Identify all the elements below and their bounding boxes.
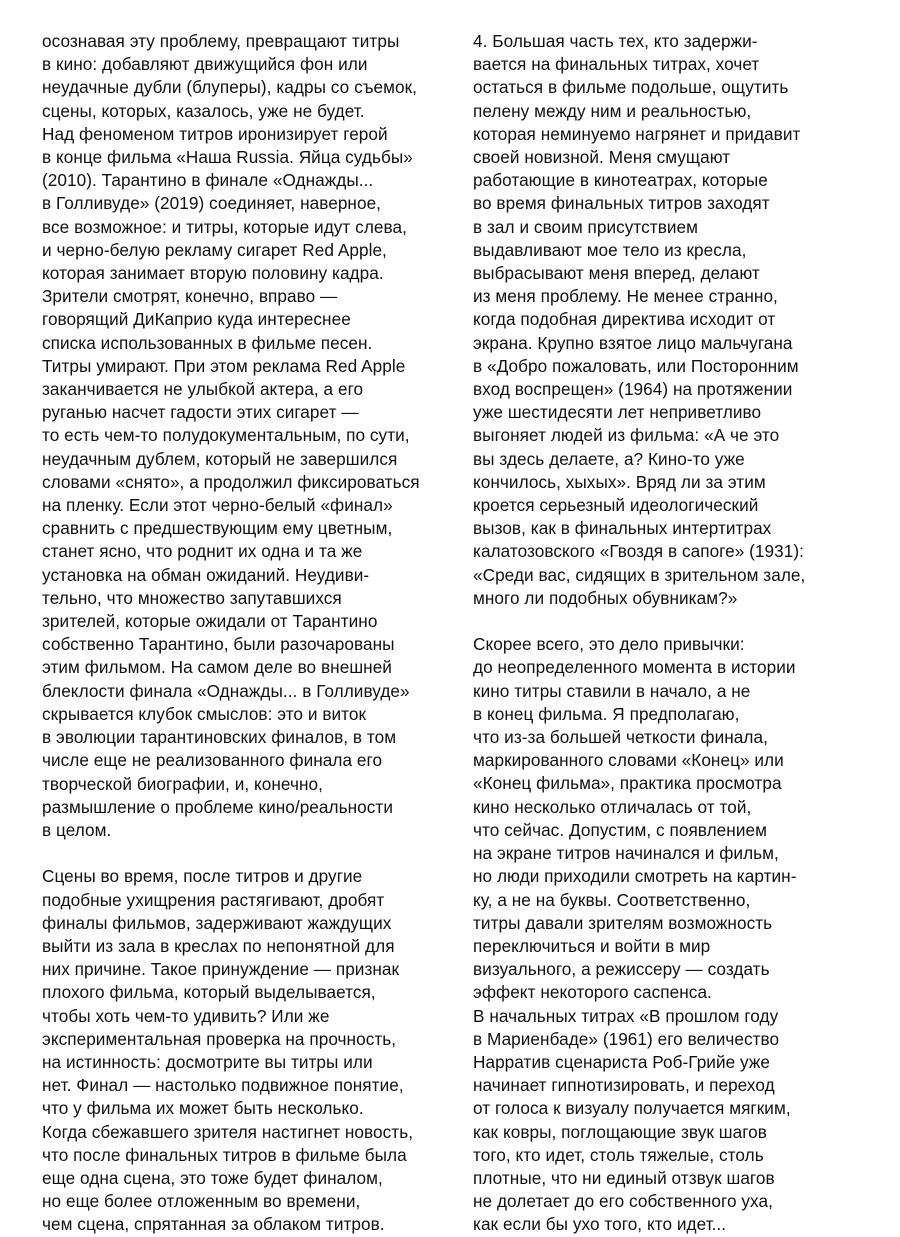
paragraph <box>473 633 900 1236</box>
text-line: в зал и своим присутствием <box>473 216 699 237</box>
text-line: выдавливают мое тело из кресла, <box>473 239 747 260</box>
text-line: В начальных титрах «В прошлом году <box>473 1005 779 1026</box>
text-line: сравнить с предшествующим ему цветным, <box>42 518 393 539</box>
text-line: нет. Финал — настолько подвижное понятие, <box>42 1075 404 1096</box>
text-line: зрителей, которые ожидали от Тарантино <box>42 611 378 632</box>
text-line: в эволюции тарантиновских финалов, в том <box>42 727 397 748</box>
text-line: словами «снято», а продолжил фиксироваться <box>42 471 420 492</box>
text-line: остаться в фильме подольше, ощутить <box>473 77 789 98</box>
text-line: эффект некоторого саспенса. <box>473 982 712 1003</box>
text-line: (2010). Тарантино в финале «Однажды... <box>42 170 374 191</box>
text-line: этим фильмом. На самом деле во внешней <box>42 657 392 678</box>
text-line: установка на обман ожиданий. Неудиви- <box>42 564 370 585</box>
paragraph <box>473 30 900 610</box>
text-line: что у фильма их может быть несколько. <box>42 1098 364 1119</box>
text-line: чтобы хоть чем-то удивить? Или же <box>42 1005 330 1026</box>
text-line: кино титры ставили в начало, а не <box>473 680 751 701</box>
text-line: все возможное: и титры, которые идут слева, <box>42 216 407 237</box>
text-line: станет ясно, что роднит их одна и та же <box>42 541 363 562</box>
text-line: вается на финальных титрах, хочет <box>473 54 760 75</box>
text-line: еще одна сцена, это тоже будет финалом, <box>42 1167 383 1188</box>
text-line: 4. Большая часть тех, кто задержи- <box>473 31 758 51</box>
text-line: пелену между ним и реальностью, <box>473 100 752 121</box>
text-line: титры давали зрителям возможность <box>473 912 773 933</box>
text-line: плотные, что ни единый отзвук шагов <box>473 1167 775 1188</box>
text-line: в Голливуде» (2019) соединяет, наверное, <box>42 193 382 214</box>
text-line: руганью насчет гадости этих сигарет — <box>42 402 359 423</box>
text-line: в конец фильма. Я предполагаю, <box>473 703 740 724</box>
text-line: на экране титров начинался и фильм, <box>473 843 779 864</box>
text-line: до неопределенного момента в истории <box>473 657 796 678</box>
text-line: то есть чем-то полудокументальным, по сути, <box>42 425 410 446</box>
text-line: что сейчас. Допустим, с появлением <box>473 819 767 840</box>
text-line: визуального, а режиссеру — создать <box>473 959 770 980</box>
text-line: ку, а не на буквы. Соответственно, <box>473 889 751 910</box>
text-line: как если бы ухо того, кто идет... <box>473 1214 727 1235</box>
text-line: скрывается клубок смыслов: это и виток <box>42 703 367 724</box>
text-line: в «Добро пожаловать, или Посторонним <box>473 355 799 376</box>
paragraph-gap <box>42 842 472 865</box>
text-line: Над феноменом титров иронизирует герой <box>42 123 388 144</box>
text-line: неудачным дублем, который не завершился <box>42 448 398 469</box>
text-line: во время финальных титров заходят <box>473 193 770 214</box>
text-line: маркированного словами «Конец» или <box>473 750 784 771</box>
text-line: выйти из зала в креслах по непонятной для <box>42 935 395 956</box>
text-line: от голоса к визуалу получается мягким, <box>473 1098 791 1119</box>
paragraph <box>42 865 472 1236</box>
text-line: уже шестидесяти лет неприветливо <box>473 402 762 423</box>
text-line: неудачные дубли (блуперы), кадры со съемок, <box>42 77 417 98</box>
text-line: творческой биографии, и, конечно, <box>42 773 323 794</box>
text-line: подобные ухищрения растягивают, дробят <box>42 889 385 910</box>
text-line: вход воспрещен» (1964) на протяжении <box>473 379 793 400</box>
text-line: финалы фильмов, задерживают жаждущих <box>42 912 392 933</box>
text-line: что после финальных титров в фильме была <box>42 1144 407 1165</box>
text-line: переключиться и войти в мир <box>473 935 711 956</box>
text-line: списка использованных в фильме песен. <box>42 332 373 353</box>
text-line: того, кто идет, столь тяжелые, столь <box>473 1144 764 1165</box>
text-line: кроется серьезный идеологический <box>473 495 759 516</box>
text-line: из меня проблему. Не менее странно, <box>473 286 778 307</box>
text-line: плохого фильма, который выделывается, <box>42 982 376 1003</box>
text-line: вызов, как в финальных интертитрах <box>473 518 772 539</box>
text-line: своей новизной. Меня смущают <box>473 147 731 168</box>
paragraph <box>42 30 472 842</box>
text-line: «Среди вас, сидящих в зрительном зале, <box>473 564 806 585</box>
text-line: Нарратив сценариста Роб-Грийе уже <box>473 1051 771 1072</box>
text-line: на истинность: досмотрите вы титры или <box>42 1051 373 1072</box>
text-line: них причине. Такое принуждение — признак <box>42 959 400 980</box>
text-line: в кино: добавляют движущийся фон или <box>42 54 368 75</box>
text-line: размышление о проблеме кино/реальности <box>42 796 393 817</box>
text-line: как ковры, поглощающие звук шагов <box>473 1121 767 1142</box>
text-line: чем сцена, спрятанная за облаком титров. <box>42 1214 385 1235</box>
text-line: Когда сбежавшего зрителя настигнет новость, <box>42 1121 414 1142</box>
text-line: кончилось, хыхых». Вряд ли за этим <box>473 471 766 492</box>
text-line: не долетает до его собственного уха, <box>473 1191 773 1212</box>
text-line: работающие в кинотеатрах, которые <box>473 170 768 191</box>
text-line: что из-за большей четкости финала, <box>473 727 768 748</box>
text-line: выбрасывают меня вперед, делают <box>473 263 760 284</box>
text-line: в Мариенбаде» (1961) его величество <box>473 1028 780 1049</box>
text-line: в конце фильма «Наша Russia. Яйца судьбы» <box>42 147 413 168</box>
text-line: в целом. <box>42 819 112 840</box>
text-line: которая занимает вторую половину кадра. <box>42 263 384 284</box>
left-column <box>42 30 472 1237</box>
text-line: но люди приходили смотреть на картин- <box>473 866 797 887</box>
text-line: начинает гипнотизировать, и переход <box>473 1075 775 1096</box>
text-line: но еще более отложенным во времени, <box>42 1191 361 1212</box>
text-line: калатозовского «Гвоздя в сапоге» (1931): <box>473 541 804 562</box>
text-line: сцены, которых, казалось, уже не будет. <box>42 100 365 121</box>
text-line: на пленку. Если этот черно-белый «финал» <box>42 495 393 516</box>
text-line: экспериментальная проверка на прочность, <box>42 1028 397 1049</box>
text-line: тельно, что множество запутавшихся <box>42 587 342 608</box>
text-line: Титры умирают. При этом реклама Red Apple <box>42 355 406 376</box>
text-line: осознавая эту проблему, превращают титры <box>42 31 400 51</box>
text-line: собственно Тарантино, были разочарованы <box>42 634 395 655</box>
text-line: экрана. Крупно взятое лицо мальчугана <box>473 332 793 353</box>
text-line: Зрители смотрят, конечно, вправо — <box>42 286 338 307</box>
text-line: Сцены во время, после титров и другие <box>42 866 363 887</box>
text-line: Скорее всего, это дело привычки: <box>473 634 745 655</box>
right-column <box>473 30 900 1237</box>
paragraph-gap <box>473 610 900 633</box>
text-line: числе еще не реализованного финала его <box>42 750 383 771</box>
text-line: «Конец фильма», практика просмотра <box>473 773 782 794</box>
text-line: когда подобная директива исходит от <box>473 309 776 330</box>
text-line: и черно-белую рекламу сигарет Red Apple, <box>42 239 387 260</box>
text-line: выгоняет людей из фильма: «А че это <box>473 425 780 446</box>
text-line: заканчивается не улыбкой актера, а его <box>42 379 364 400</box>
text-line: много ли подобных обувникам?» <box>473 587 738 608</box>
text-line: говорящий ДиКаприо куда интереснее <box>42 309 351 330</box>
text-line: кино несколько отличалась от той, <box>473 796 752 817</box>
text-line: вы здесь делаете, а? Кино-то уже <box>473 448 745 469</box>
text-line: которая неминуемо нагрянет и придавит <box>473 123 801 144</box>
text-line: блеклости финала «Однажды... в Голливуде» <box>42 680 410 701</box>
